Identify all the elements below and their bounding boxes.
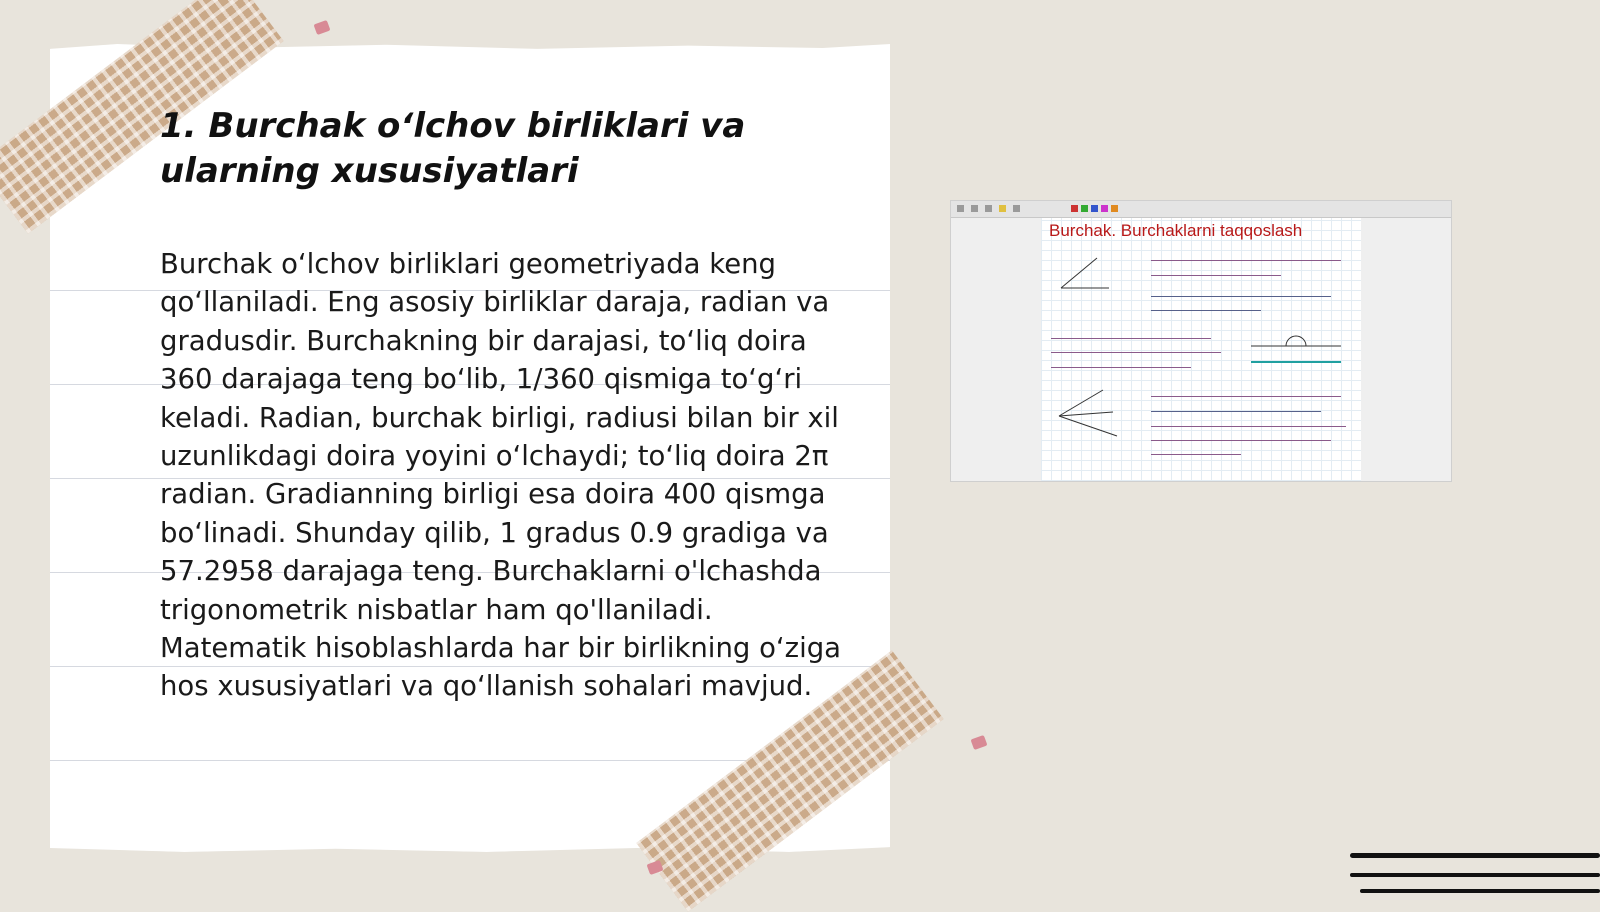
decorative-brush-stroke <box>1350 873 1600 877</box>
tape-end-accent <box>971 735 988 750</box>
decorative-brush-stroke <box>1350 853 1600 858</box>
slide-body-text: Burchak o‘lchov birliklari geometriyada keng qo‘llaniladi. Eng asosiy birliklar daraja, radian va gradusdir. Burchakning bir darajasi, to‘liq doira 360 darajaga teng bo‘lib, 1/360 qismiga to‘g‘ri keladi. Radian, burchak birligi, radiusi bilan bir xil uzunlikdagi doira yoyini o‘lchaydi; to‘liq doira 2π radian. Gradianning birligi esa doira 400 qismga bo‘linadi. Shunday qilib, 1 gradus 0.9 gradiga va 57.2958 darajaga teng. Burchaklarni o'lchashda trigonometrik nisbatlar ham qo'llaniladi. Matematik hisoblashlarda har bir birlikning o‘ziga hos xususiyatlari va qo‘llanish sohalari mavjud. <box>160 248 842 703</box>
screenshot-toolbar <box>951 201 1451 218</box>
tape-end-accent <box>314 20 331 35</box>
straight-angle-sketch-icon <box>1241 328 1351 373</box>
triangle-sketch-icon <box>1053 386 1123 442</box>
screenshot-notebook-page <box>1041 218 1361 481</box>
screenshot-title: Burchak. Burchaklarni taqqoslash <box>1049 221 1303 240</box>
decorative-brush-stroke <box>1360 889 1600 893</box>
lesson-screenshot-image <box>950 200 1452 482</box>
slide-title: 1. Burchak o‘lchov birliklari va ularning xususiyatlari <box>160 106 746 191</box>
angle-sketch-icon <box>1053 254 1113 294</box>
